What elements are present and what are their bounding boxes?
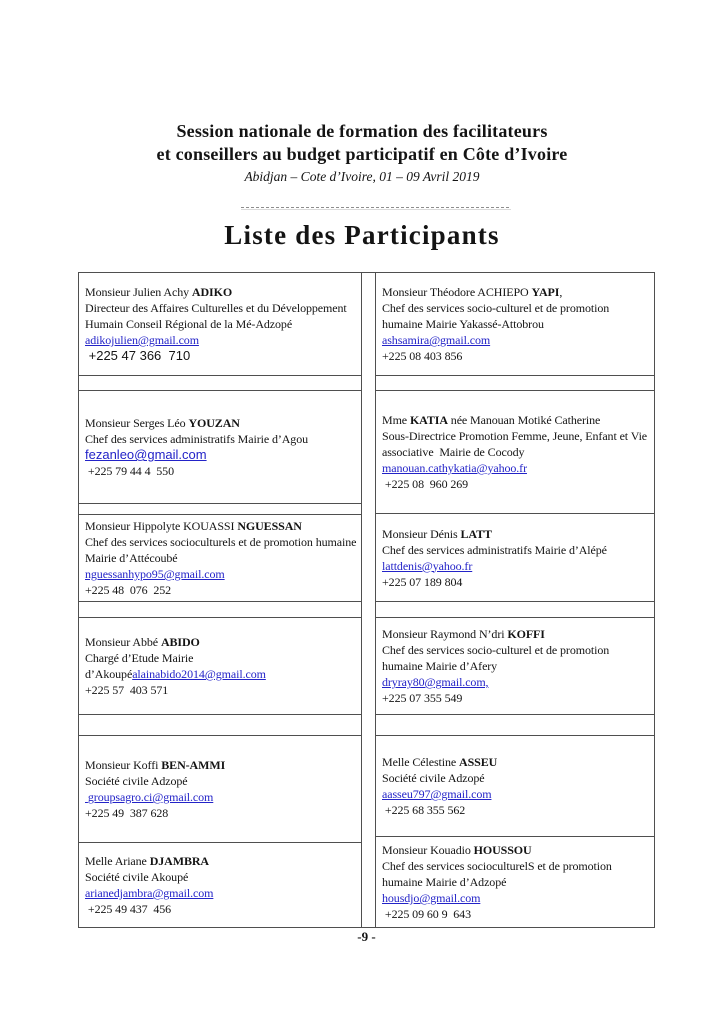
email-link[interactable]: aasseu797@gmail.com: [382, 787, 492, 801]
participant-surname: DJAMBRA: [149, 854, 209, 868]
cell-paragraph: [382, 906, 651, 922]
text-run: ,: [559, 285, 563, 299]
cell-paragraph: [85, 332, 358, 348]
phone-number: +225 07 189 804: [382, 574, 463, 589]
cell-paragraph: [382, 754, 651, 770]
cell-paragraph: [85, 666, 358, 682]
cell-paragraph: [85, 634, 358, 650]
participant-cell: [78, 390, 362, 503]
email-link[interactable]: groupsagro.ci@gmail.com: [85, 790, 214, 804]
cell-paragraph: [382, 526, 651, 542]
cell-paragraph: [85, 901, 358, 917]
participant-surname: HOUSSOU: [473, 843, 532, 857]
email-link[interactable]: manouan.cathykatia@yahoo.fr: [382, 461, 527, 475]
text-run: Chef des services socio-culturel et de promotion humaine Mairie d’Afery: [382, 643, 613, 673]
email-link[interactable]: arianedjambra@gmail.com: [85, 886, 214, 900]
text-run: Chef des services socioculturels et de promotion humaine Mairie d’Attécoubé: [85, 535, 360, 565]
empty-row: [78, 375, 362, 390]
cell-paragraph: [382, 412, 651, 428]
phone-number: +225 68 355 562: [382, 803, 466, 817]
cell-paragraph: [382, 642, 651, 674]
text-run: Monsieur Kouadio: [382, 843, 474, 857]
cell-paragraph: [85, 348, 358, 364]
cell-paragraph: [85, 463, 358, 479]
cell-paragraph: [382, 428, 651, 460]
phone-number: +225 07 355 549: [382, 691, 463, 705]
cell-paragraph: [85, 805, 358, 821]
text-run: née Manouan Motiké Catherine: [447, 413, 601, 427]
cell-paragraph: [85, 447, 358, 463]
phone-number: +225 08 403 856: [382, 349, 463, 363]
cell-paragraph: [382, 802, 651, 818]
cell-paragraph: [85, 534, 358, 566]
phone-number: +225 08 960 269: [382, 477, 469, 491]
cell-paragraph: [382, 842, 651, 858]
text-run: Monsieur Théodore ACHIEPO: [382, 285, 532, 299]
cell-paragraph: [85, 582, 358, 598]
cell-paragraph: [85, 431, 358, 447]
cell-paragraph: [382, 690, 651, 706]
cell-paragraph: [85, 853, 358, 869]
table-right-column: [375, 272, 655, 928]
email-link[interactable]: alainabido2014@gmail.com: [132, 667, 266, 681]
text-run: Sous-Directrice Promotion Femme, Jeune, Enfant et Vie associative Mairie de Cocody: [382, 429, 650, 459]
cell-paragraph: [85, 789, 358, 805]
participant-cell: [78, 842, 362, 927]
cell-paragraph: [382, 786, 651, 802]
participant-surname: KOFFI: [507, 627, 545, 641]
document-title-line-2: et conseillers au budget participatif en Côte d’Ivoire: [156, 144, 568, 164]
empty-row: [375, 601, 655, 617]
cell-paragraph: [85, 773, 358, 789]
email-link[interactable]: dryray80@gmail.com,: [382, 675, 489, 689]
cell-paragraph: [382, 300, 651, 332]
section-title: Liste des Participants: [224, 220, 500, 250]
empty-row: [78, 503, 362, 514]
cell-paragraph: [85, 682, 358, 698]
cell-paragraph: [382, 284, 651, 300]
text-run: Monsieur Koffi: [85, 758, 162, 772]
participant-surname: ADIKO: [191, 285, 233, 299]
participant-cell: [375, 735, 655, 836]
text-run: Directeur des Affaires Culturelles et du Développement Humain Conseil Régional de la Mé-Adzopé: [85, 301, 350, 331]
cell-paragraph: [85, 284, 358, 300]
phone-number: +225 48 076 252: [85, 583, 172, 597]
participant-surname: YOUZAN: [188, 416, 240, 430]
participant-cell: [375, 272, 655, 375]
text-run: Melle Célestine: [382, 755, 460, 769]
cell-paragraph: [382, 674, 651, 690]
email-link[interactable]: ashsamira@gmail.com: [382, 333, 491, 347]
participant-cell: [78, 735, 362, 842]
email-link[interactable]: nguessanhypo95@gmail.com: [85, 567, 225, 581]
text-run: d’Akoupé: [85, 667, 133, 681]
text-run: Monsieur Serges Léo: [85, 416, 189, 430]
cell-paragraph: [85, 518, 358, 534]
phone-number: +225 79 44 4 550: [85, 464, 174, 478]
cell-paragraph: [382, 460, 651, 476]
email-link[interactable]: fezanleo@gmail.com: [85, 447, 207, 462]
cell-paragraph: [85, 300, 358, 332]
participant-cell: [375, 836, 655, 927]
text-run: Chargé d’Etude Mairie: [85, 651, 194, 665]
table-left-column: [78, 272, 362, 928]
participants-table: [78, 272, 655, 927]
cell-paragraph: [85, 757, 358, 773]
phone-number: +225 49 387 628: [85, 806, 169, 820]
text-run: Monsieur Julien Achy: [85, 285, 192, 299]
participant-surname: YAPI: [531, 285, 560, 299]
participant-surname: KATIA: [409, 413, 448, 427]
cell-paragraph: [85, 650, 358, 666]
separator-line: [241, 207, 511, 208]
participant-cell: [375, 390, 655, 513]
email-link[interactable]: adikojulien@gmail.com: [85, 333, 199, 347]
participant-cell: [375, 513, 655, 601]
text-run: Société civile Adzopé: [85, 774, 188, 788]
empty-row: [375, 375, 655, 390]
cell-paragraph: [85, 415, 358, 431]
text-run: Chef des services socioculturelS et de promotion humaine Mairie d’Adzopé: [382, 859, 615, 889]
text-run: Chef des services administratifs Mairie d’Agou: [85, 432, 309, 446]
text-run: Mme: [382, 413, 410, 427]
phone-number: +225 09 60 9 643: [382, 907, 471, 921]
text-run: Monsieur Hippolyte KOUASSI: [85, 519, 238, 533]
text-run: Monsieur Dénis: [382, 526, 461, 541]
participant-surname: ABIDO: [160, 635, 200, 649]
empty-row: [78, 714, 362, 735]
participant-surname: NGUESSAN: [237, 519, 302, 533]
cell-paragraph: [382, 574, 651, 590]
phone-number: +225 57 403 571: [85, 683, 169, 697]
cell-paragraph: [382, 332, 651, 348]
text-run: Melle Ariane: [85, 854, 150, 868]
cell-paragraph: [85, 566, 358, 582]
table-middle-gutter: [361, 272, 376, 928]
document-subtitle: Abidjan – Cote d’Ivoire, 01 – 09 Avril 2019: [244, 169, 480, 184]
participant-cell: [78, 617, 362, 714]
phone-number: +225 49 437 456: [85, 902, 172, 916]
participant-surname: BEN-AMMI: [161, 758, 226, 772]
text-run: Monsieur Abbé: [85, 635, 161, 649]
text-run: Société civile Adzopé: [382, 771, 485, 785]
cell-paragraph: [382, 476, 651, 492]
cell-paragraph: [382, 558, 651, 574]
phone-number: +225 47 366 710: [85, 348, 191, 363]
participant-surname: ASSEU: [459, 755, 498, 769]
empty-row: [375, 714, 655, 735]
text-run: Chef des services administratifs Mairie d’Alépé: [382, 542, 607, 557]
cell-paragraph: [382, 770, 651, 786]
participant-cell: [78, 272, 362, 375]
text-run: Monsieur Raymond N’dri: [382, 627, 508, 641]
cell-paragraph: [382, 890, 651, 906]
cell-paragraph: [382, 626, 651, 642]
page-number: -9 -: [357, 929, 376, 944]
participant-cell: [375, 617, 655, 714]
cell-paragraph: [382, 858, 651, 890]
cell-paragraph: [85, 885, 358, 901]
participant-cell: [78, 514, 362, 601]
cell-paragraph: [382, 542, 651, 558]
cell-paragraph: [85, 869, 358, 885]
cell-paragraph: [382, 348, 651, 364]
empty-row: [78, 601, 362, 617]
email-link[interactable]: housdjo@gmail.com: [382, 891, 481, 905]
text-run: Chef des services socio-culturel et de promotion humaine Mairie Yakassé-Attobrou: [382, 301, 613, 331]
text-run: Société civile Akoupé: [85, 870, 189, 884]
participant-surname: LATT: [460, 526, 492, 541]
document-title-line-1: Session nationale de formation des facilitateurs: [176, 121, 548, 141]
email-link[interactable]: lattdenis@yahoo.fr: [382, 558, 473, 573]
